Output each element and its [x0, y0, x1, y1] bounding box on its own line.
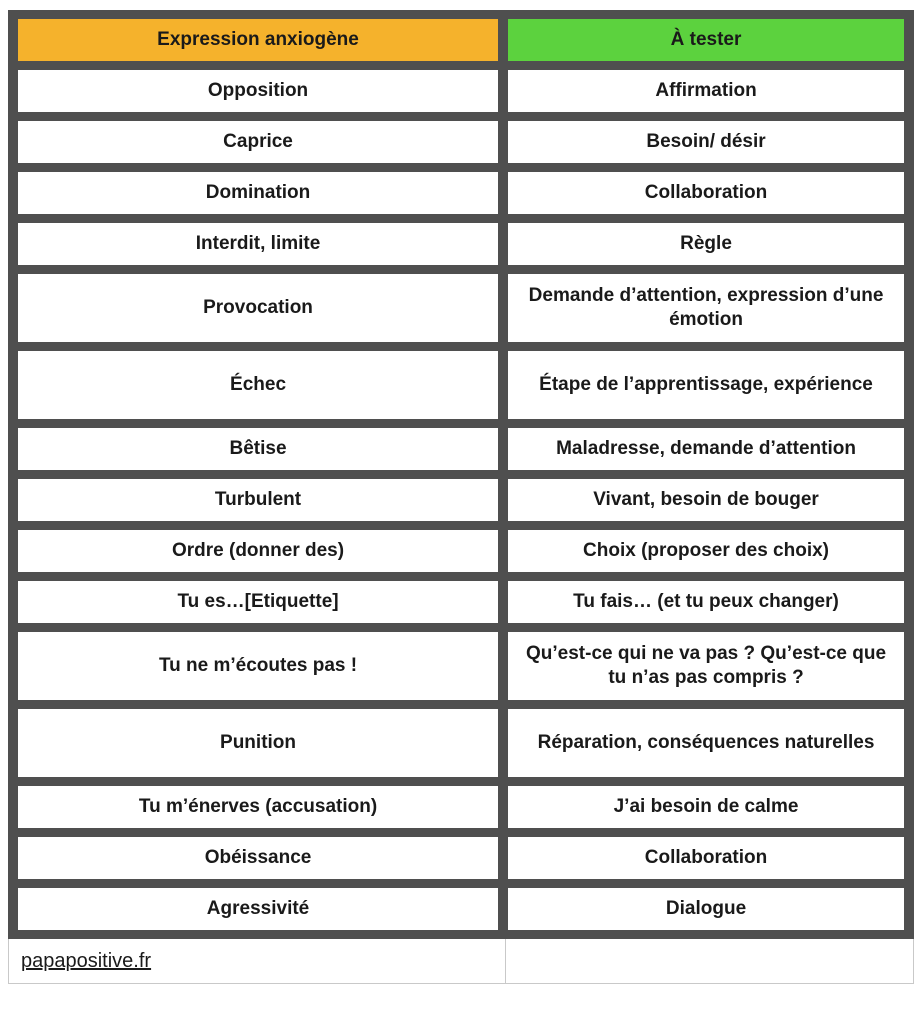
footer-cell-left: [9, 939, 506, 983]
cell-expression-anxiogene: Interdit, limite: [18, 223, 498, 265]
table-row: [18, 530, 904, 572]
cell-expression-anxiogene: Ordre (donner des): [18, 530, 498, 572]
cell-expression-anxiogene: Punition: [18, 709, 498, 777]
header-expression-anxiogene: Expression anxiogène: [18, 19, 498, 61]
cell-a-tester: Besoin/ désir: [508, 121, 904, 163]
table-row: [18, 479, 904, 521]
cell-a-tester: Qu’est-ce qui ne va pas ? Qu’est-ce que tu n’as pas compris ?: [508, 632, 904, 700]
table-row: [18, 786, 904, 828]
table-row: [18, 888, 904, 930]
table-row: [18, 274, 904, 342]
cell-expression-anxiogene: Opposition: [18, 70, 498, 112]
cell-expression-anxiogene: Domination: [18, 172, 498, 214]
comparison-table: [8, 10, 914, 939]
cell-expression-anxiogene: Obéissance: [18, 837, 498, 879]
table-row: [18, 351, 904, 419]
cell-a-tester: Collaboration: [508, 172, 904, 214]
cell-expression-anxiogene: Tu m’énerves (accusation): [18, 786, 498, 828]
cell-a-tester: Dialogue: [508, 888, 904, 930]
cell-expression-anxiogene: Caprice: [18, 121, 498, 163]
table-body: [18, 70, 904, 930]
header-a-tester: À tester: [508, 19, 904, 61]
footer-row: [8, 939, 914, 984]
cell-a-tester: Collaboration: [508, 837, 904, 879]
table-row: [18, 70, 904, 112]
cell-a-tester: J’ai besoin de calme: [508, 786, 904, 828]
cell-a-tester: Demande d’attention, expression d’une émotion: [508, 274, 904, 342]
cell-expression-anxiogene: Tu ne m’écoutes pas !: [18, 632, 498, 700]
site-link[interactable]: papapositive.fr: [21, 949, 152, 972]
table-row: [18, 581, 904, 623]
cell-a-tester: Vivant, besoin de bouger: [508, 479, 904, 521]
cell-a-tester: Réparation, conséquences naturelles: [508, 709, 904, 777]
cell-expression-anxiogene: Turbulent: [18, 479, 498, 521]
cell-a-tester: Affirmation: [508, 70, 904, 112]
table-row: [18, 709, 904, 777]
cell-expression-anxiogene: Tu es…[Etiquette]: [18, 581, 498, 623]
table-row: [18, 632, 904, 700]
header-row: [18, 19, 904, 61]
cell-a-tester: Étape de l’apprentissage, expérience: [508, 351, 904, 419]
table-row: [18, 837, 904, 879]
cell-a-tester: Choix (proposer des choix): [508, 530, 904, 572]
footer-cell-right: [506, 939, 913, 983]
table-row: [18, 172, 904, 214]
cell-expression-anxiogene: Agressivité: [18, 888, 498, 930]
cell-a-tester: Règle: [508, 223, 904, 265]
cell-a-tester: Tu fais… (et tu peux changer): [508, 581, 904, 623]
table-row: [18, 121, 904, 163]
cell-a-tester: Maladresse, demande d’attention: [508, 428, 904, 470]
table-row: [18, 223, 904, 265]
cell-expression-anxiogene: Provocation: [18, 274, 498, 342]
table-row: [18, 428, 904, 470]
cell-expression-anxiogene: Bêtise: [18, 428, 498, 470]
cell-expression-anxiogene: Échec: [18, 351, 498, 419]
